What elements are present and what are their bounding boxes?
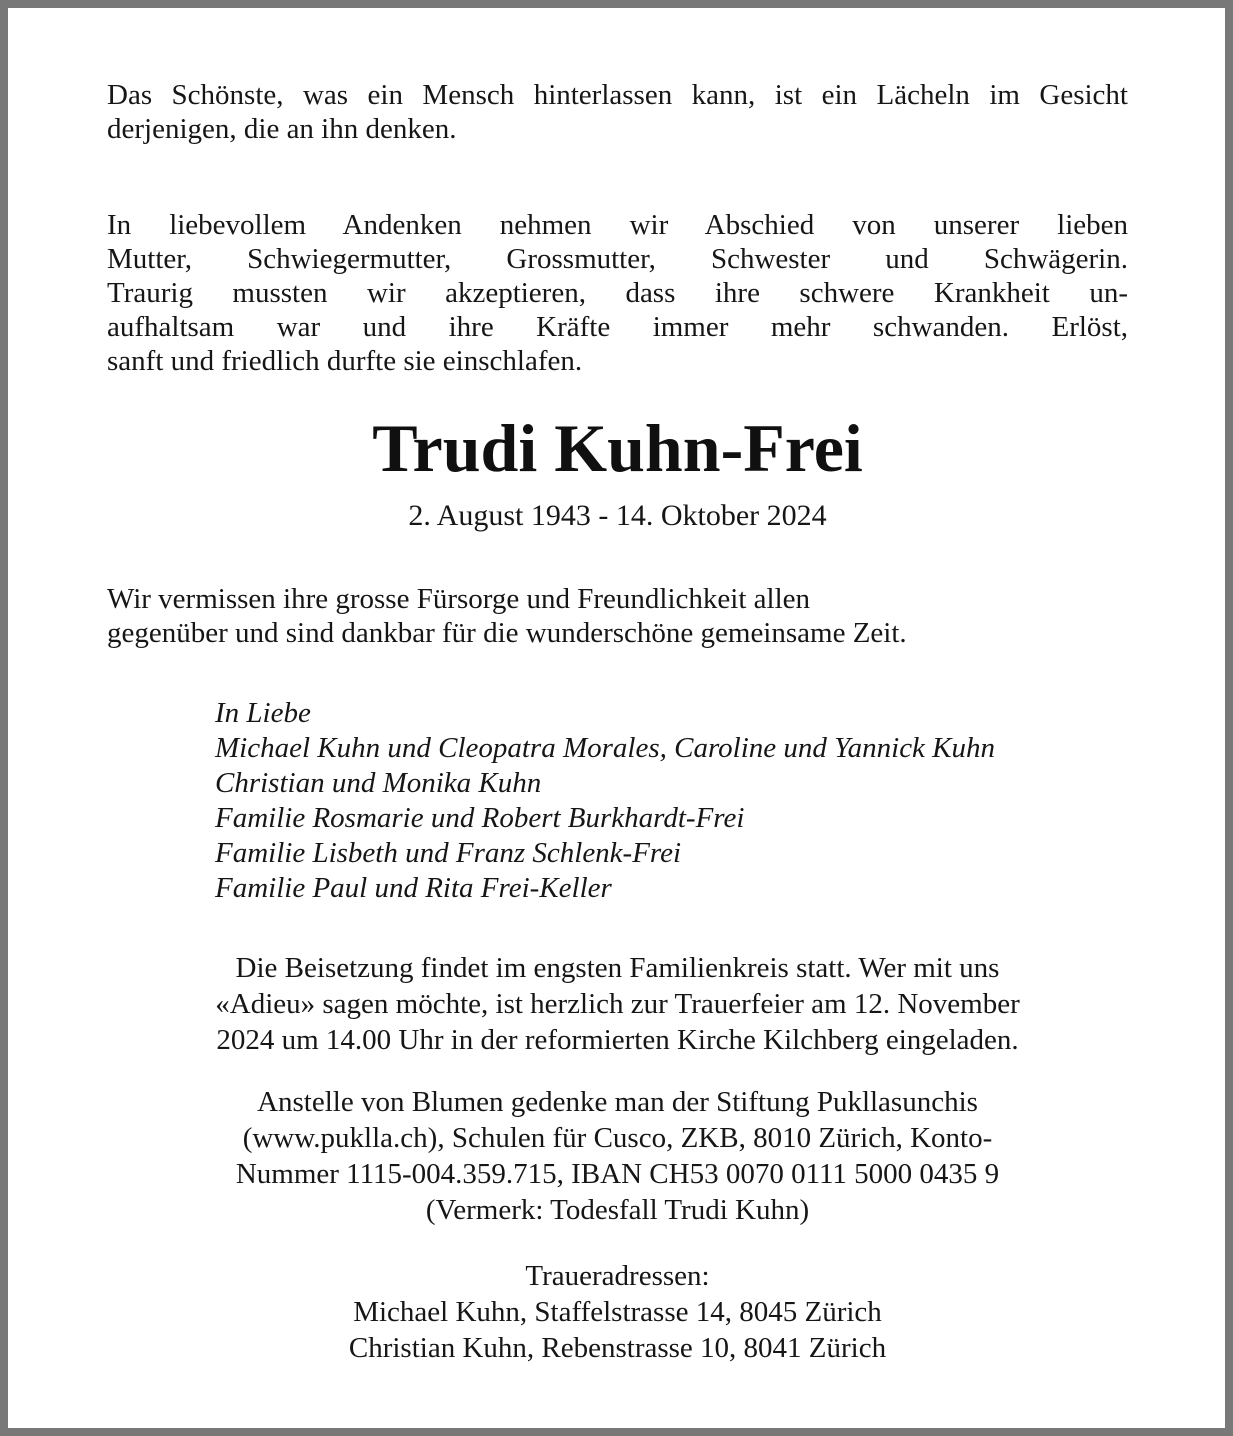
text-line: Das Schönste, was ein Mensch hinterlassen kann, ist ein Lächeln im Gesicht: [107, 79, 1128, 111]
addresses-lines: [107, 1294, 1128, 1366]
text-line: Familie Lisbeth und Franz Schlenk-Frei: [215, 837, 682, 869]
text-line: Wir vermissen ihre grosse Fürsorge und Freundlichkeit allen: [107, 583, 811, 615]
text-line: Familie Paul und Rita Frei-Keller: [215, 872, 612, 904]
text-line: Michael Kuhn, Staffelstrasse 14, 8045 Zürich: [353, 1296, 882, 1328]
tribute-paragraph: [107, 582, 1128, 650]
text-line: Familie Rosmarie und Robert Burkhardt-Frei: [215, 802, 745, 834]
text-line: derjenigen, die an ihn denken.: [107, 113, 457, 145]
life-dates: 2. August 1943 - 14. Oktober 2024: [408, 499, 827, 532]
text-line: Traurig mussten wir akzeptieren, dass ihre schwere Krankheit un-: [107, 277, 1128, 309]
text-line: «Adieu» sagen möchte, ist herzlich zur Trauerfeier am 12. November: [215, 988, 1020, 1020]
mourners-list: [215, 696, 1128, 906]
text-line: 2024 um 14.00 Uhr in der reformierten Kirche Kilchberg eingeladen.: [216, 1024, 1019, 1056]
opening-quote: [107, 78, 1128, 146]
text-line: Anstelle von Blumen gedenke man der Stiftung Pukllasunchis: [257, 1086, 978, 1118]
donation-request: [107, 1084, 1128, 1228]
deceased-name: Trudi Kuhn-Frei: [372, 410, 863, 486]
addresses-title: Traueradressen:: [525, 1260, 710, 1292]
text-line: gegenüber und sind dankbar für die wunderschöne gemeinsame Zeit.: [107, 617, 907, 649]
intro-paragraph: [107, 208, 1128, 378]
text-line: (Vermerk: Todesfall Trudi Kuhn): [425, 1194, 810, 1226]
text-line: Christian Kuhn, Rebenstrasse 10, 8041 Zürich: [348, 1332, 887, 1364]
text-line: (www.puklla.ch), Schulen für Cusco, ZKB, 8010 Zürich, Konto-: [242, 1122, 993, 1154]
funeral-announcement: [107, 950, 1128, 1058]
text-line: Mutter, Schwiegermutter, Grossmutter, Schwester und Schwägerin.: [107, 243, 1128, 275]
text-line: aufhaltsam war und ihre Kräfte immer mehr schwanden. Erlöst,: [107, 311, 1128, 343]
text-line: Michael Kuhn und Cleopatra Morales, Caroline und Yannick Kuhn: [215, 732, 996, 764]
text-line: Nummer 1115-004.359.715, IBAN CH53 0070 0111 5000 0435 9: [235, 1158, 1000, 1190]
text-line: In liebevollem Andenken nehmen wir Abschied von unserer lieben: [107, 209, 1128, 241]
text-line: sanft und friedlich durfte sie einschlafen.: [107, 345, 583, 377]
text-line: Die Beisetzung findet im engsten Familienkreis statt. Wer mit uns: [235, 952, 1000, 984]
text-line: In Liebe: [215, 697, 311, 729]
text-line: Christian und Monika Kuhn: [215, 767, 542, 799]
mourning-addresses: [107, 1258, 1128, 1366]
